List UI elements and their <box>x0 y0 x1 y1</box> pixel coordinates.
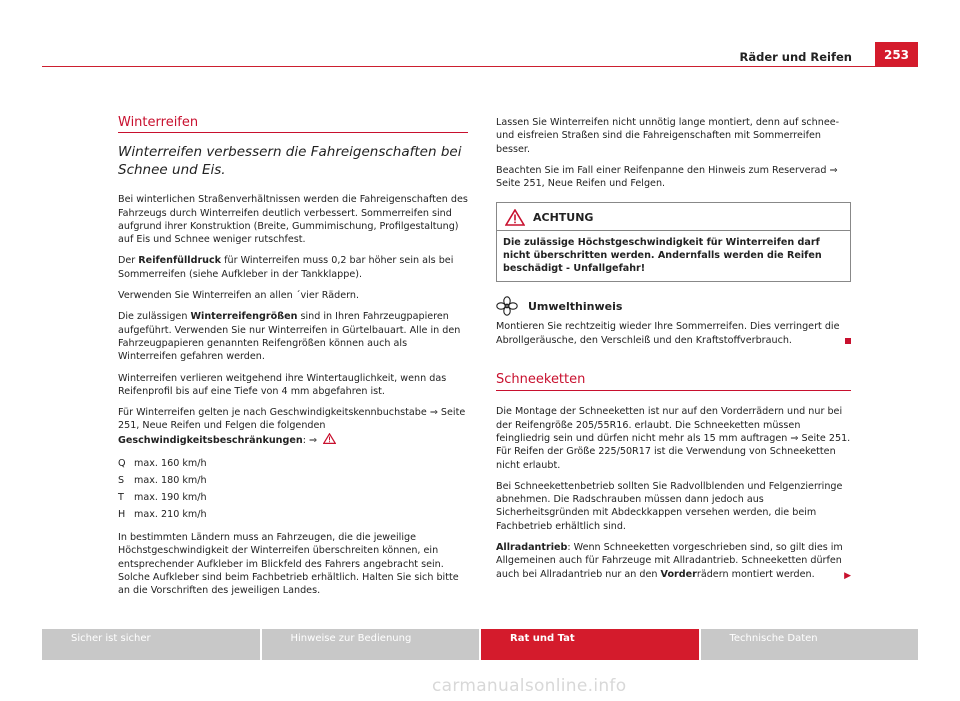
header-divider <box>42 66 918 67</box>
section-end-marker <box>845 338 851 344</box>
warning-box <box>496 202 851 282</box>
footer-tab-bedienung[interactable]: Hinweise zur Bedienung <box>260 629 480 660</box>
warning-text: Die zulässige Höchstgeschwindigkeit für Winterreifen darf nicht überschritten werden. Andernfalls werden die Reifen beschädigt - Unfallgefahr! <box>503 237 822 275</box>
speed-row: H max. 210 km/h <box>118 508 207 520</box>
paragraph-tire-sizes: Die zulässigen Winterreifengrößen sind in Ihren Fahrzeugpapieren aufgeführt. Verwenden Sie nur Winterreifen in Gürtelbauart. Alle in den Fahrzeugpapieren genannten Reifengrößen können auch als Winterreifen gefahren werden. <box>118 311 461 363</box>
paragraph-speed-limits: Für Winterreifen gelten je nach Geschwindigkeitskennbuchstabe ⇒ Seite 251, Neue Reifen und Felgen die folgenden Geschwindigkeitsbeschränkungen: ⇒ <box>118 407 466 446</box>
environment-note-header <box>496 296 851 316</box>
right-column <box>496 116 851 589</box>
speed-list <box>118 455 468 523</box>
continue-arrow-icon: ▶ <box>844 570 851 581</box>
footer-chapter-tabs <box>42 629 918 660</box>
page-number: 253 <box>875 42 918 67</box>
environment-note-text: Montieren Sie rechtzeitig wieder Ihre Sommerreifen. Dies verringert die Abrollgeräusche, den Verschleiß und den Kraftstoffverbrauch. <box>496 320 851 347</box>
footer-tab-sicher[interactable]: Sicher ist sicher <box>42 629 260 660</box>
section-subtitle: Winterreifen verbessern die Fahreigenschaften bei Schnee und Eis. <box>118 144 462 179</box>
paragraph: Bei Schneekettenbetrieb sollten Sie Radvollblenden und Felgenzierringe abnehmen. Die Radschrauben müssen dann jedoch aus Sicherheitsgründen mit Abdeckkappen versehen werden, die beim Fachbetrieb erhältlich sind. <box>496 480 843 532</box>
chapter-title: Räder und Reifen <box>739 50 852 64</box>
paragraph: Beachten Sie im Fall einer Reifenpanne den Hinweis zum Reserverad ⇒ Seite 251, Neue Reifen und Felgen. <box>496 164 838 190</box>
paragraph: Winterreifen verlieren weitgehend ihre Wintertauglichkeit, wenn das Reifenprofil bis auf eine Tiefe von 4 mm abgefahren ist. <box>118 372 447 397</box>
paragraph: Die Montage der Schneeketten ist nur auf den Vorderrädern und nur bei der Reifengröße 205/55R16. erlaubt. Die Schneeketten müssen feingliedrig sein und dürfen nicht mehr als 15 mm auftragen ⇒ Seite 251. Für Reifen der Größe 225/50R17 ist die Verwendung von Schneeketten nicht erlaubt. <box>496 406 851 471</box>
paragraph: Lassen Sie Winterreifen nicht unnötig lange montiert, denn auf schnee- und eisfreien Straßen sind die Fahreigenschaften mit Sommerreifen besser. <box>496 117 840 155</box>
paragraph: Bei winterlichen Straßenverhältnissen werden die Fahreigenschaften des Fahrzeugs durch Winterreifen deutlich verbessert. Sommerreifen sind aufgrund ihrer Konstruktion (Breite, Gummimischung, Profilgestaltung) auf Eis und Schnee weniger rutschfest. <box>118 194 468 246</box>
warning-header <box>497 203 850 231</box>
footer-tab-rat-und-tat[interactable]: Rat und Tat <box>479 629 699 660</box>
speed-row: S max. 180 km/h <box>118 474 207 486</box>
section-title-winterreifen: Winterreifen <box>118 116 468 133</box>
watermark: carmanualsonline.info <box>432 676 627 696</box>
paragraph-allradantrieb: Allradantrieb: Wenn Schneeketten vorgeschrieben sind, so gilt dies im Allgemeinen auch für Fahrzeuge mit Allradantrieb. Schneeketten dürfen auch bei Allradantrieb nur an den Vorderrädern montiert werden. ▶ <box>496 541 851 581</box>
flower-icon <box>496 296 518 316</box>
paragraph-tire-pressure: Der Reifenfülldruck für Winterreifen muss 0,2 bar höher sein als bei Sommerreifen (siehe Aufkleber in der Tankklappe). <box>118 255 454 280</box>
paragraph: Verwenden Sie Winterreifen an allen ´vier Rädern. <box>118 290 360 302</box>
section-title-schneeketten: Schneeketten <box>496 373 851 391</box>
warning-title: ACHTUNG <box>533 211 594 225</box>
warning-icon <box>323 433 336 444</box>
speed-row: Q max. 160 km/h <box>118 457 207 469</box>
left-column <box>118 116 468 606</box>
warning-icon <box>505 209 525 226</box>
environment-note-title: Umwelthinweis <box>528 299 623 313</box>
paragraph: In bestimmten Ländern muss an Fahrzeugen, die die jeweilige Höchstgeschwindigkeit der Winterreifen überschreiten können, ein entsprechender Aufkleber im Blickfeld des Fahrers angebracht sein. Solche Aufkleber sind beim Fachbetrieb erhältlich. Halten Sie sich bitte an die Vorschriften des jeweiligen Landes. <box>118 532 459 597</box>
speed-row: T max. 190 km/h <box>118 491 207 503</box>
footer-tab-technische-daten[interactable]: Technische Daten <box>699 629 919 660</box>
